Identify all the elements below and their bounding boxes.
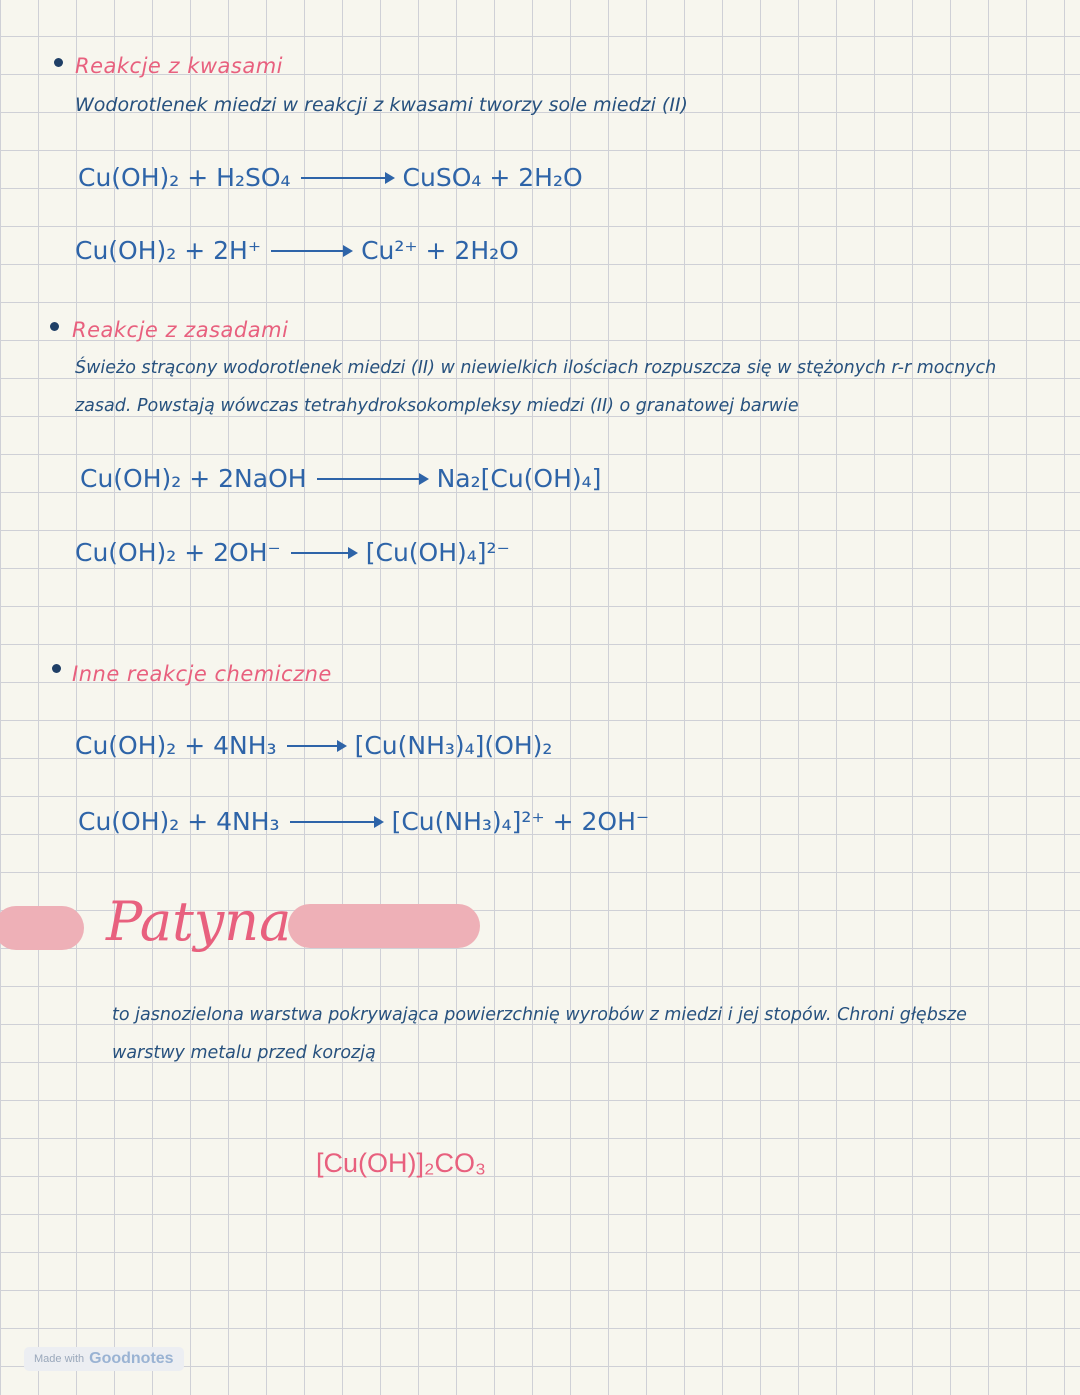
patina-description-line-2: warstwy metalu przed korozją — [112, 1043, 376, 1063]
reaction-arrow-icon — [301, 177, 393, 179]
equation-right: Cu²⁺ + 2H₂O — [361, 236, 519, 265]
equation-row — [75, 731, 552, 760]
equation-row — [78, 163, 583, 192]
equation-right: [Cu(OH)₄]²⁻ — [365, 538, 510, 567]
brand-label: Goodnotes — [89, 1350, 174, 1367]
equation-right: [Cu(NH₃)₄]²⁺ + 2OH⁻ — [391, 807, 650, 836]
reaction-arrow-icon — [287, 745, 345, 747]
equation-row — [75, 538, 510, 567]
bullet-icon — [54, 58, 63, 67]
title-highlight-left — [0, 906, 84, 950]
goodnotes-badge — [24, 1347, 184, 1371]
equation-right: [Cu(NH₃)₄](OH)₂ — [354, 731, 553, 760]
made-with-label: Made with — [34, 1353, 85, 1365]
bullet-icon — [52, 664, 61, 673]
reaction-arrow-icon — [291, 552, 356, 554]
reaction-arrow-icon — [317, 478, 427, 480]
patina-formula: [Cu(OH)]₂CO₃ — [316, 1148, 486, 1178]
reaction-arrow-icon — [271, 250, 351, 252]
reaction-arrow-icon — [290, 821, 382, 823]
equation-row — [75, 236, 519, 265]
patina-description-line-1: to jasnozielona warstwa pokrywająca powierzchnię wyrobów z miedzi i jej stopów. Chroni głębsze — [112, 1005, 967, 1025]
section-heading-other: Inne reakcje chemiczne — [72, 662, 332, 686]
section-heading-acids: Reakcje z kwasami — [75, 54, 284, 78]
equation-row — [78, 807, 649, 836]
title-highlight-right — [288, 904, 480, 948]
bases-note-line-1: Świeżo strącony wodorotlenek miedzi (II) w niewielkich ilościach rozpuszcza się w stężonych r-r mocnych — [75, 358, 997, 378]
equation-right: Na₂[Cu(OH)₄] — [436, 464, 602, 493]
equation-left: Cu(OH)₂ + 2H⁺ — [75, 236, 262, 265]
equation-left: Cu(OH)₂ + 4NH₃ — [75, 731, 277, 760]
equation-left: Cu(OH)₂ + 2NaOH — [80, 464, 307, 493]
page-title: Patyna — [106, 890, 292, 953]
acids-note: Wodorotlenek miedzi w reakcji z kwasami tworzy sole miedzi (II) — [75, 94, 688, 116]
equation-left: Cu(OH)₂ + 4NH₃ — [78, 807, 280, 836]
bases-note-line-2: zasad. Powstają wówczas tetrahydroksokompleksy miedzi (II) o granatowej barwie — [75, 396, 799, 416]
section-heading-bases: Reakcje z zasadami — [72, 318, 289, 342]
equation-left: Cu(OH)₂ + H₂SO₄ — [78, 163, 291, 192]
equation-left: Cu(OH)₂ + 2OH⁻ — [75, 538, 281, 567]
equation-right: CuSO₄ + 2H₂O — [402, 163, 583, 192]
bullet-icon — [50, 322, 59, 331]
equation-row — [80, 464, 601, 493]
